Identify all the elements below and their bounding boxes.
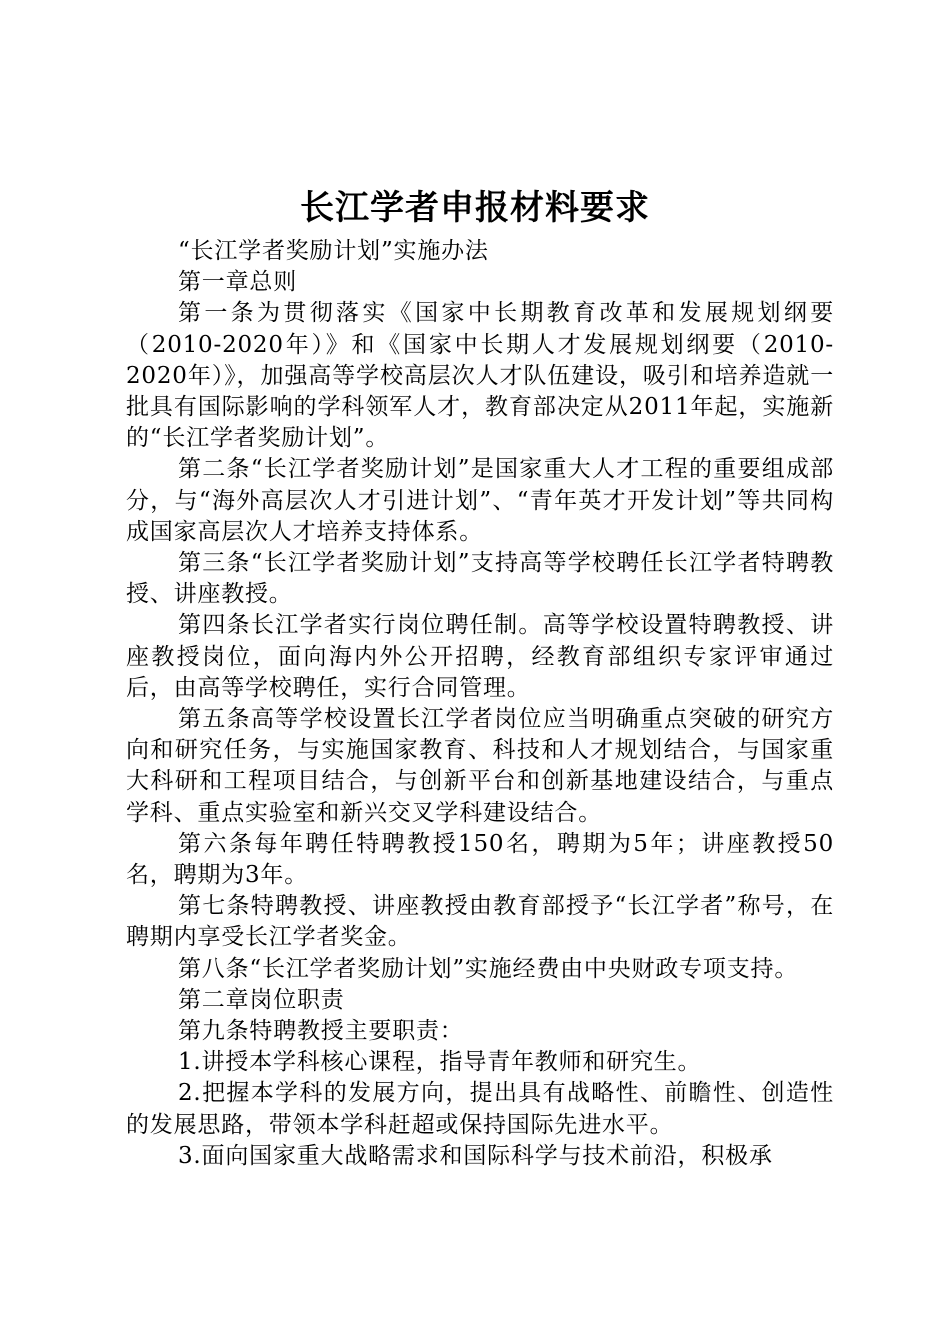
paragraph-article-3: 第三条“长江学者奖励计划”支持高等学校聘任长江学者特聘教授、讲座教授。 [126, 550, 834, 608]
document-body [126, 236, 834, 1172]
paragraph-article-5: 第五条高等学校设置长江学者岗位应当明确重点突破的研究方向和研究任务，与实施国家教育、科技和人才规划结合，与国家重大科研和工程项目结合，与创新平台和创新基地建设结合，与重点学科、重点实验室和新兴交叉学科建设结合。 [126, 706, 834, 826]
paragraph-article-9: 第九条特聘教授主要职责： [178, 1018, 464, 1045]
paragraph-article-1: 第一条为贯彻落实《国家中长期教育改革和发展规划纲要（2010-2020年）》和《国家中长期人才发展规划纲要（2010-2020年）》，加强高等学校高层次人才队伍建设，吸引和培养造就一批具有国际影响的学科领军人才，教育部决定从2011年起，实施新的“长江学者奖励计划”。 [126, 300, 834, 452]
paragraph-duty-2: 2.把握本学科的发展方向，提出具有战略性、前瞻性、创造性的发展思路，带领本学科赶超或保持国际先进水平。 [126, 1080, 834, 1138]
paragraph-subtitle: “长江学者奖励计划”实施办法 [178, 238, 489, 264]
paragraph-article-4: 第四条长江学者实行岗位聘任制。高等学校设置特聘教授、讲座教授岗位，面向海内外公开招聘，经教育部组织专家评审通过后，由高等学校聘任，实行合同管理。 [126, 612, 834, 701]
paragraph-article-7: 第七条特聘教授、讲座教授由教育部授予“长江学者”称号，在聘期内享受长江学者奖金。 [126, 893, 834, 951]
paragraph-article-8: 第八条“长江学者奖励计划”实施经费由中央财政专项支持。 [178, 955, 799, 982]
paragraph-article-2: 第二条“长江学者奖励计划”是国家重大人才工程的重要组成部分，与“海外高层次人才引进计划”、“青年英才开发计划”等共同构成国家高层次人才培养支持体系。 [126, 456, 834, 545]
paragraph-chapter-2: 第二章岗位职责 [178, 986, 345, 1013]
paragraph-duty-1: 1.讲授本学科核心课程，指导青年教师和研究生。 [178, 1049, 702, 1076]
paragraph-chapter-1: 第一章总则 [178, 269, 297, 296]
paragraph-duty-3: 3.面向国家重大战略需求和国际科学与技术前沿，积极承 [178, 1142, 773, 1169]
paragraph-article-6: 第六条每年聘任特聘教授150名，聘期为5年；讲座教授50名，聘期为3年。 [126, 830, 834, 889]
document-title: 长江学者申报材料要求 [300, 188, 650, 228]
